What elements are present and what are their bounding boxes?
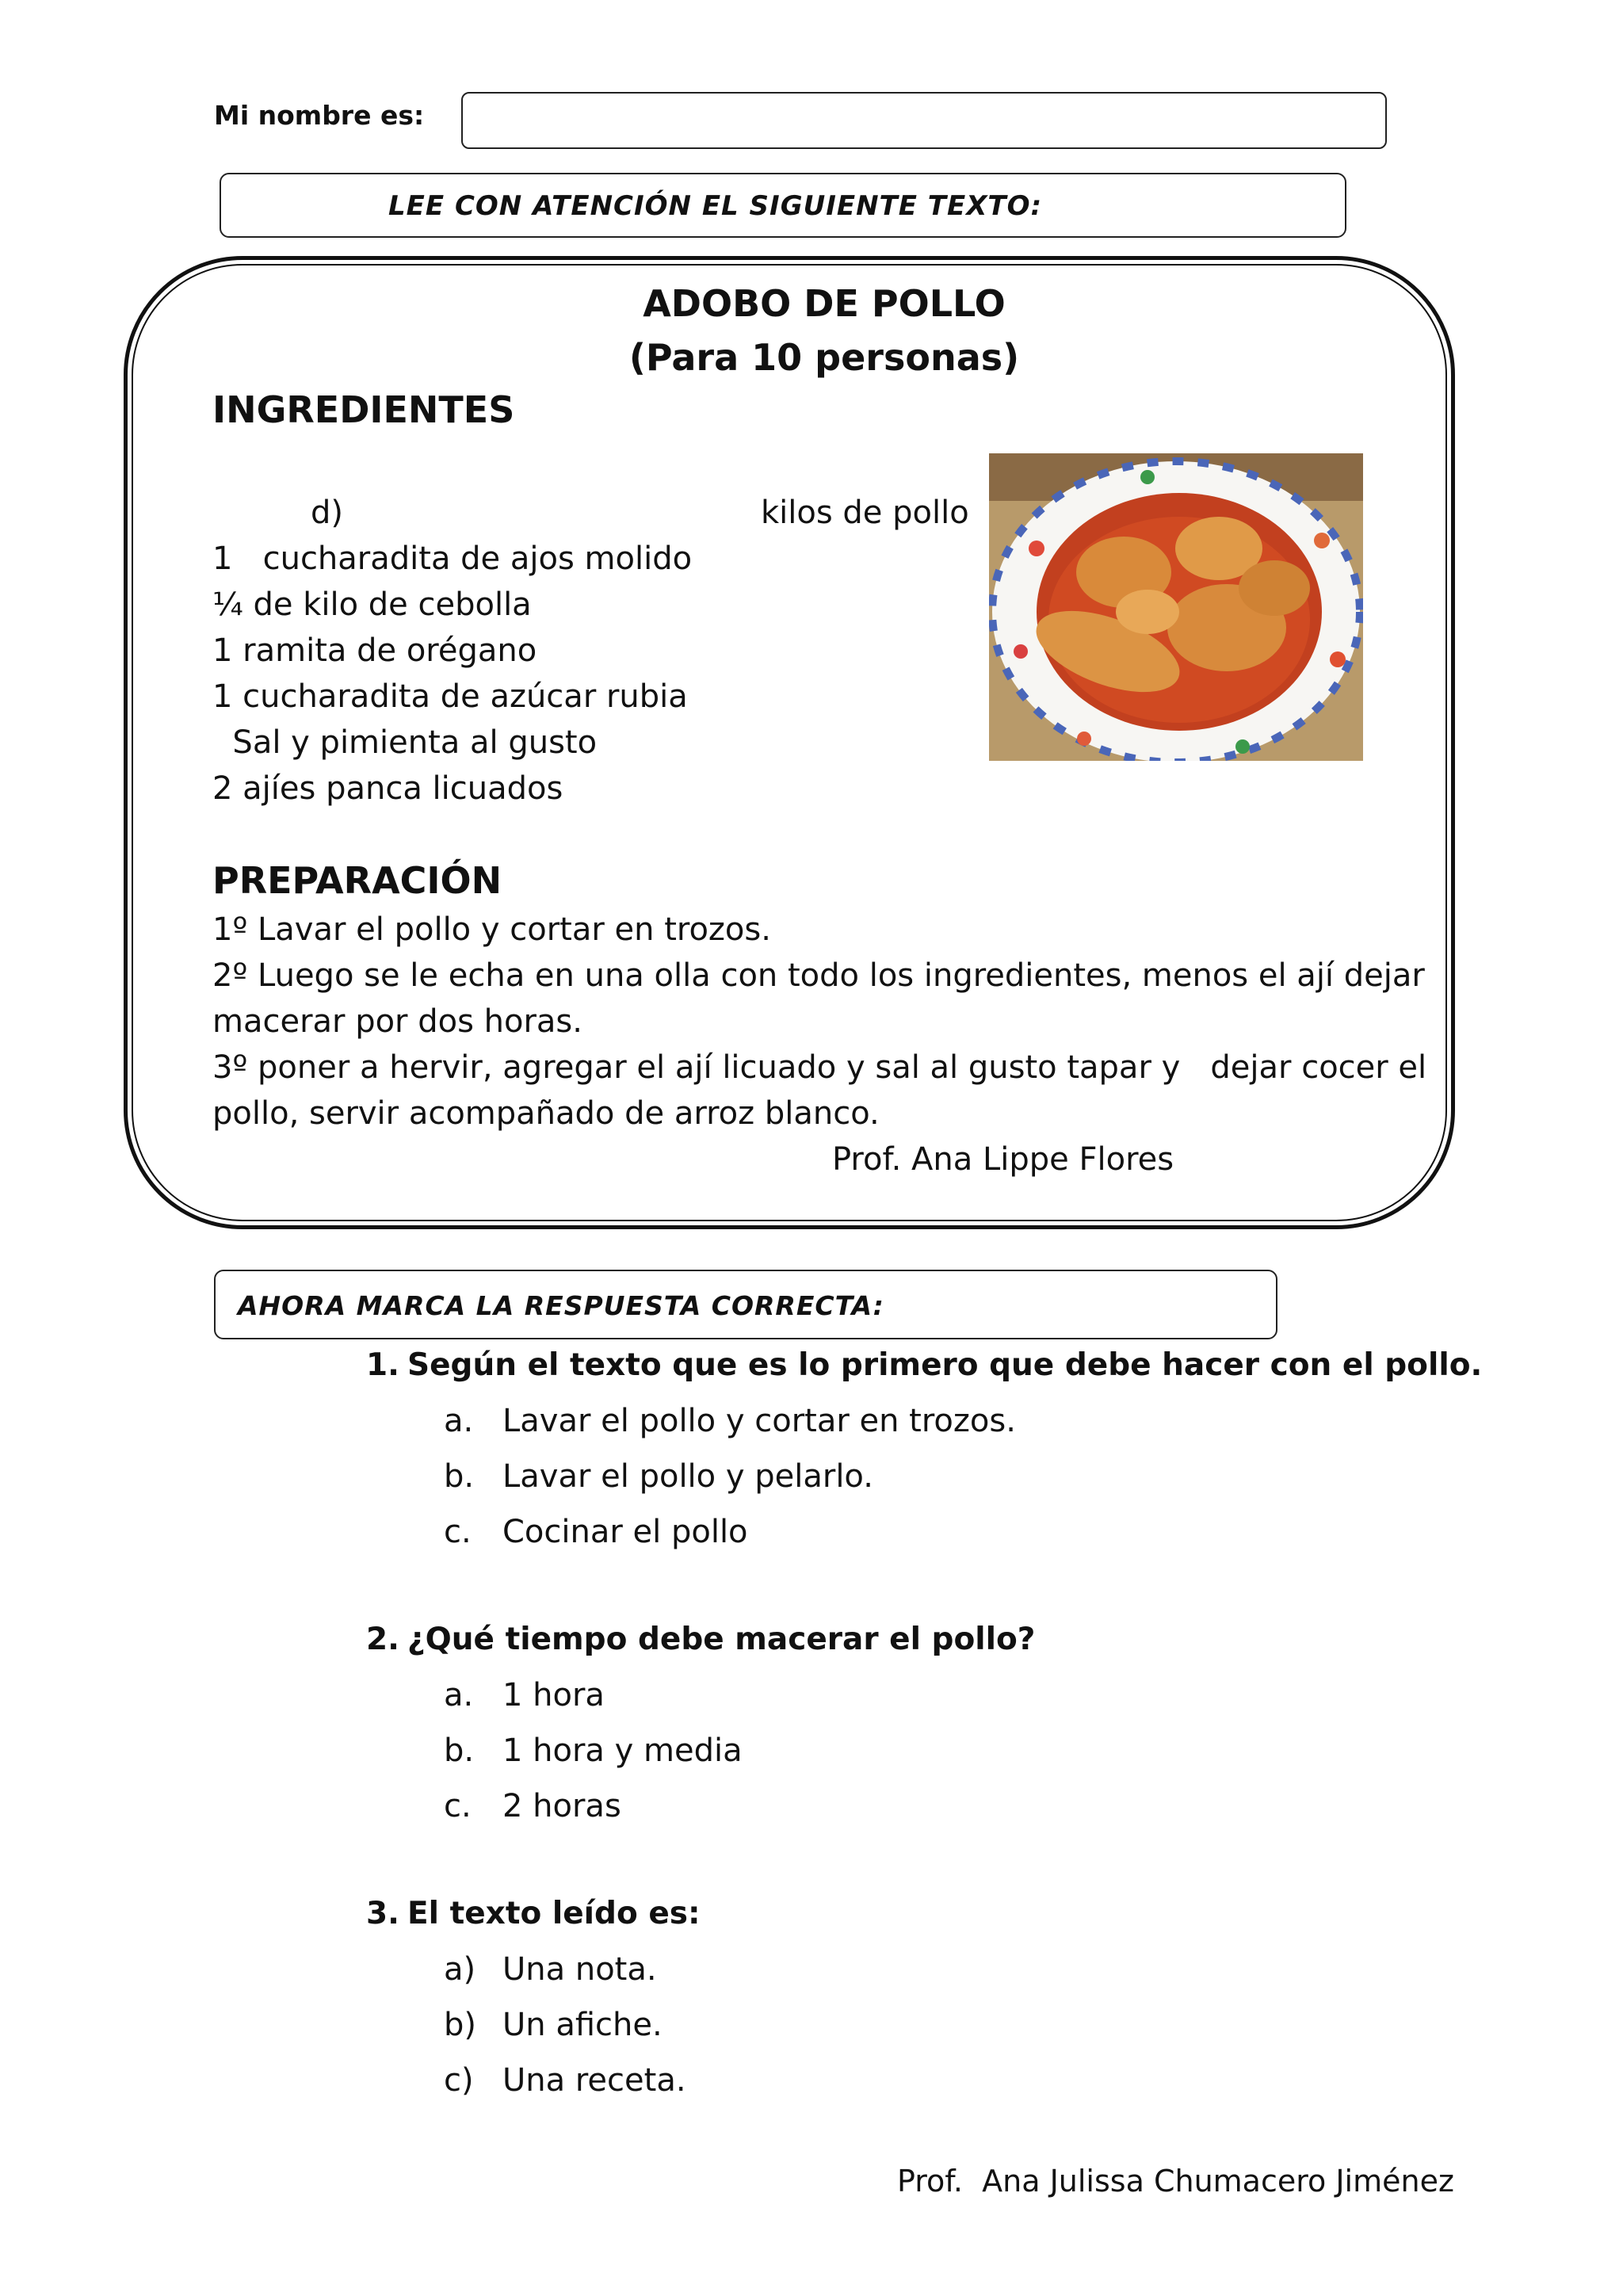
footer-author: Prof. Ana Julissa Chumacero Jiménez — [897, 2164, 1454, 2199]
chicken-dish-photo — [989, 453, 1363, 761]
question-3 — [366, 1896, 701, 1931]
option-1a[interactable] — [444, 1403, 1016, 1439]
preparation-step: pollo, servir acompañado de arroz blanco. — [212, 1095, 880, 1132]
option-text: Una receta. — [502, 2062, 686, 2099]
option-letter: c. — [444, 1788, 472, 1824]
option-3b[interactable] — [444, 2007, 663, 2043]
option-3a[interactable] — [444, 1951, 657, 1988]
preparation-step: 1º Lavar el pollo y cortar en trozos. — [212, 911, 771, 948]
quiz-instruction: AHORA MARCA LA RESPUESTA CORRECTA: — [238, 1290, 884, 1321]
option-1b[interactable] — [444, 1458, 873, 1495]
ingredient-first-prefix: d) — [311, 495, 343, 531]
ingredient-item: Sal y pimienta al gusto — [212, 724, 598, 761]
question-number: 2. — [366, 1622, 399, 1657]
option-2b[interactable] — [444, 1733, 743, 1769]
option-letter: b. — [444, 1733, 475, 1769]
option-text: Lavar el pollo y pelarlo. — [502, 1458, 873, 1495]
question-1 — [366, 1347, 1482, 1383]
option-letter: b) — [444, 2007, 476, 2043]
preparation-heading: PREPARACIÓN — [212, 859, 502, 902]
ingredient-item: ¼ de kilo de cebolla — [212, 586, 532, 623]
name-label: Mi nombre es: — [214, 100, 425, 131]
recipe-author: Prof. Ana Lippe Flores — [832, 1141, 1174, 1178]
option-letter: a) — [444, 1951, 476, 1988]
preparation-step: macerar por dos horas. — [212, 1003, 582, 1040]
question-text: El texto leído es: — [407, 1896, 701, 1931]
option-letter: a. — [444, 1403, 474, 1439]
option-letter: c. — [444, 1514, 472, 1550]
option-text: 1 hora y media — [502, 1733, 743, 1769]
option-letter: c) — [444, 2062, 474, 2099]
ingredient-item: 1 cucharadita de ajos molido — [212, 541, 693, 577]
preparation-step: 3º poner a hervir, agregar el ají licuado y sal al gusto tapar y dejar cocer el — [212, 1049, 1427, 1086]
recipe-subtitle: (Para 10 personas) — [628, 336, 1020, 379]
option-2c[interactable] — [444, 1788, 621, 1824]
option-2a[interactable] — [444, 1677, 605, 1713]
option-text: 1 hora — [502, 1677, 605, 1713]
instruction-text: LEE CON ATENCIÓN EL SIGUIENTE TEXTO: — [388, 190, 1043, 222]
option-letter: a. — [444, 1677, 474, 1713]
ingredient-first-rest: kilos de pollo — [761, 495, 969, 531]
option-text: 2 horas — [502, 1788, 621, 1824]
option-text: Una nota. — [502, 1951, 657, 1988]
recipe-title: ADOBO DE POLLO — [643, 282, 1006, 325]
option-text: Un afiche. — [502, 2007, 663, 2043]
question-text: Según el texto que es lo primero que debe hacer con el pollo. — [407, 1347, 1483, 1383]
ingredient-item: 1 cucharadita de azúcar rubia — [212, 678, 688, 715]
ingredients-heading: INGREDIENTES — [212, 388, 515, 431]
option-text: Cocinar el pollo — [502, 1514, 748, 1550]
name-input-box[interactable] — [461, 92, 1387, 149]
option-3c[interactable] — [444, 2062, 686, 2099]
ingredient-item: 2 ajíes panca licuados — [212, 770, 563, 807]
question-text: ¿Qué tiempo debe macerar el pollo? — [407, 1622, 1036, 1657]
option-letter: b. — [444, 1458, 475, 1495]
question-number: 3. — [366, 1896, 399, 1931]
ingredient-item: 1 ramita de orégano — [212, 632, 537, 669]
question-2 — [366, 1622, 1035, 1657]
question-number: 1. — [366, 1347, 399, 1383]
preparation-step: 2º Luego se le echa en una olla con todo los ingredientes, menos el ají dejar — [212, 957, 1425, 994]
option-text: Lavar el pollo y cortar en trozos. — [502, 1403, 1016, 1439]
option-1c[interactable] — [444, 1514, 748, 1550]
